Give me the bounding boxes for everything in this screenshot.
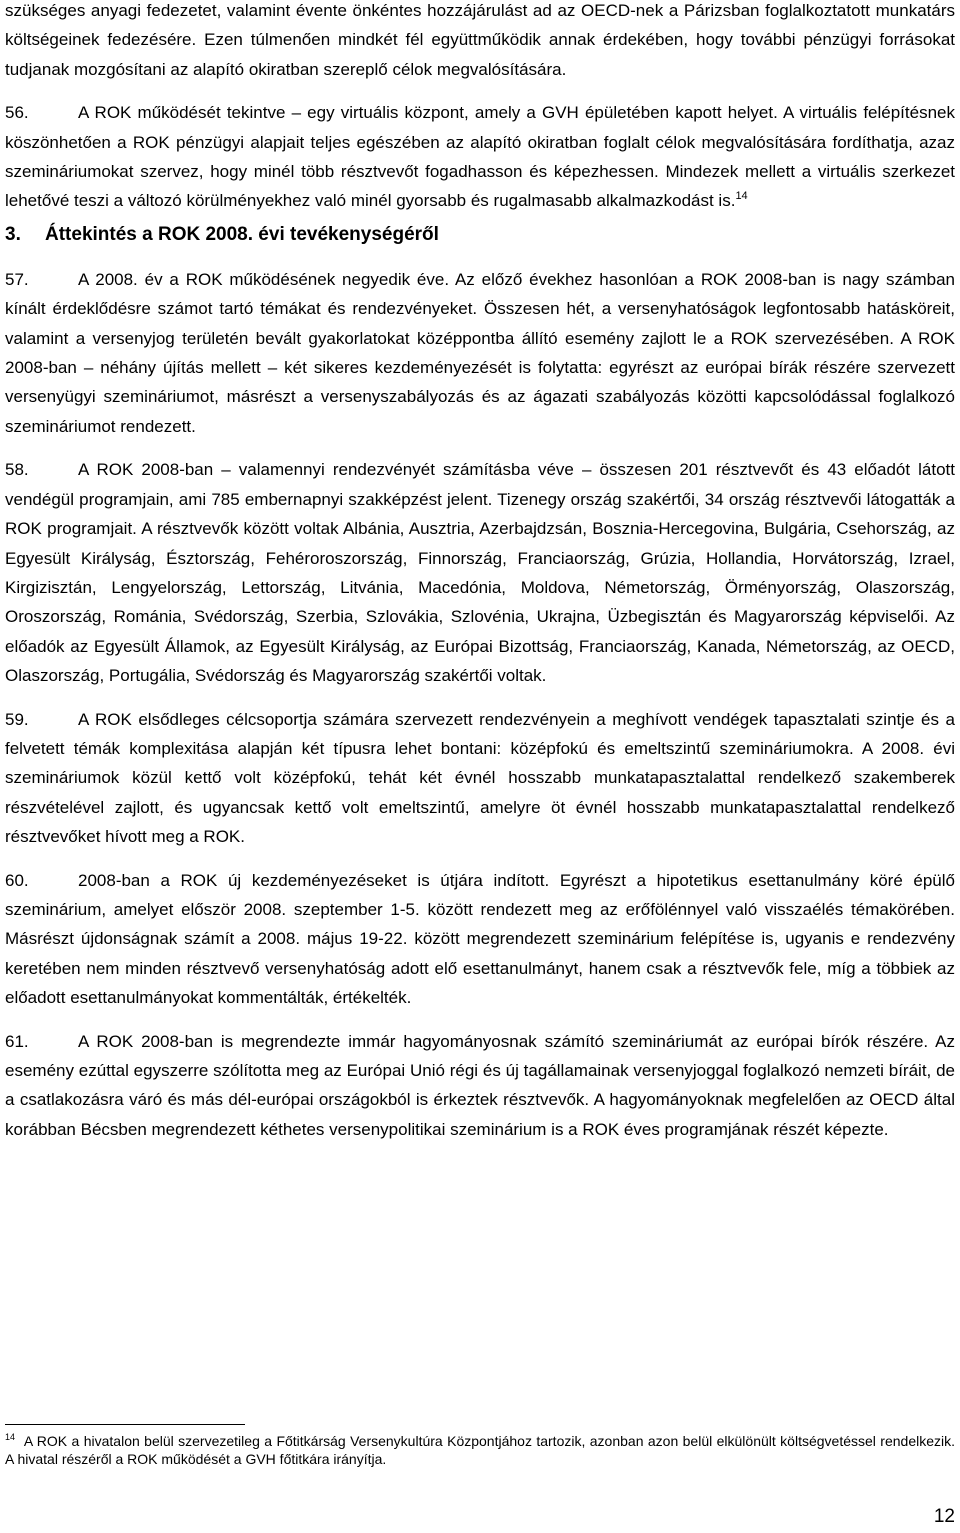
paragraph-number: 56.	[5, 103, 29, 123]
footnote-marker: 14	[5, 1432, 16, 1442]
paragraph-56	[5, 98, 955, 216]
section-heading	[5, 220, 955, 249]
paragraph-59	[5, 705, 955, 852]
paragraph-text: A 2008. év a ROK működésének negyedik éve. Az előző évekhez hasonlóan a ROK 2008-ban is nagy számban kínált érdeklődésre számot tartó témákat és rendezvényeket. Összesen hét, a versenyhatóságok legfontosabb hatásköreit, valamint a versenyjog területén bevált gyakorlatokat középpontba állító esemény zajlott le a ROK szervezésében. A ROK 2008-ban – néhány újítás mellett – két sikeres kezdeményezését is folytatta: egyrészt az európai bírák részére szervezett versenyügyi szemináriumot, másrészt a versenyszabályozás és az ágazati szabályozás közötti kapcsolódással foglalkozó szemináriumot rendezett.	[5, 269, 955, 436]
document-page	[5, 0, 955, 1144]
paragraph-60	[5, 866, 955, 1013]
footnote	[5, 1432, 955, 1468]
heading-number: 3.	[5, 223, 21, 245]
footnote-divider	[5, 1424, 245, 1425]
paragraph-number: 57.	[5, 269, 29, 289]
paragraph-number: 60.	[5, 870, 29, 890]
paragraph-number: 58.	[5, 460, 29, 480]
paragraph-text: 2008-ban a ROK új kezdeményezéseket is útjára indított. Egyrészt a hipotetikus esettanulmány köré épülő szeminárium, amelyet először 2008. szeptember 1-5. között rendezett meg az erőfölénnyel való visszaélés témakörében. Másrészt újdonságnak számít a 2008. május 19-22. között megrendezett szeminárium felépítése is, ugyanis e rendezvény keretében nem minden résztvevő versenyhatóság adott elő esettanulmányt, hanem csak a résztvevők fele, míg a többiek az előadott esettanulmányokat kommentálták, értékelték.	[5, 870, 955, 1008]
paragraph-61	[5, 1027, 955, 1145]
footnote-text: A ROK a hivatalon belül szervezetileg a Főtitkárság Versenykultúra Központjához tartozik, azonban azon belül elkülönült költségvetéssel rendelkezik. A hivatal részéről a ROK működését a GVH főtitkára irányítja.	[5, 1433, 956, 1467]
paragraph-text: A ROK 2008-ban – valamennyi rendezvényét számításba véve – összesen 201 résztvevőt és 43 előadót látott vendégül programjain, ami 785 embernapnyi szakképzést jelent. Tizenegy ország szakértői, 34 ország résztvevői látogatták a ROK programjait. A résztvevők között voltak Albánia, Ausztria, Azerbajdzsán, Bosznia-Hercegovina, Bulgária, Csehország, az Egyesült Királyság, Észtország, Fehéroroszország, Finnország, Franciaország, Grúzia, Hollandia, Horvátország, Izrael, Kirgizisztán, Lengyelország, Lettország, Litvánia, Macedónia, Moldova, Németország, Örményország, Olaszország, Oroszország, Románia, Svédország, Szerbia, Szlovákia, Szlovénia, Ukrajna, Üzbegisztán és Magyarország képviselői. Az előadók az Egyesült Államok, az Egyesült Királyság, az Európai Bizottság, Franciaország, Kanada, Németország, az OECD, Olaszország, Portugália, Svédország és Magyarország szakértői voltak.	[5, 460, 955, 686]
paragraph-number: 59.	[5, 709, 29, 729]
paragraph-text: A ROK 2008-ban is megrendezte immár hagyományosnak számító szemináriumát az európai bírók részére. Az esemény ezúttal egyszerre szólította meg az Európai Unió régi és új tagállamainak versenyjoggal foglalkozó nemzeti bíráit, de a csatlakozásra váró és más dél-európai országokból is érkeztek résztvevők. A hagyományoknak megfelelően az OECD által korábban Bécsben megrendezett kéthetes versenypolitikai szeminárium is a ROK éves programjának részét képezte.	[5, 1031, 955, 1139]
paragraph-text: A ROK elsődleges célcsoportja számára szervezett rendezvényein a meghívott vendégek tapasztalati szintje és a felvetett témák komplexitása alapján két típusra lehet bontani: középfokú és emeltszintű szemináriumokra. A 2008. évi szemináriumok közül kettő volt középfokú, tehát két évnél hosszabb munkatapasztalattal rendelkező szakemberek részvételével zajlott, és ugyancsak kettő volt emeltszintű, amelyre öt évnél hosszabb munkatapasztalattal rendelkező résztvevőket hívott meg a ROK.	[5, 709, 955, 847]
paragraph-continuation: szükséges anyagi fedezetet, valamint évente önkéntes hozzájárulást ad az OECD-nek a Párizsban foglalkoztatott munkatárs költségeinek fedezésére. Ezen túlmenően mindkét fél együttműködik annak érdekében, hogy további pénzügyi forrásokat tudjanak mozgósítani az alapító okiratban szereplő célok megvalósítására.	[5, 1, 955, 79]
page-number: 12	[933, 1506, 955, 1527]
paragraph-57	[5, 265, 955, 441]
heading-text: Áttekintés a ROK 2008. évi tevékenységéről	[45, 223, 439, 245]
paragraph-58	[5, 455, 955, 690]
paragraph-number: 61.	[5, 1031, 29, 1051]
paragraph-text: A ROK működését tekintve – egy virtuális központ, amely a GVH épületében kapott helyet. A virtuális felépítésnek köszönhetően a ROK pénzügyi alapjait teljes egészében az alapító okiratban foglalt célok megvalósítására fordíthatja, azaz szemináriumokat szervez, hogy minél több résztvevőt fogadhasson és képezhessen. Mindezek mellett a virtuális szerkezet lehetővé teszi a változó körülményekhez való minél gyorsabb és rugalmasabb alkalmazkodást is.	[5, 103, 955, 211]
footnote-reference[interactable]: 14	[735, 190, 748, 203]
